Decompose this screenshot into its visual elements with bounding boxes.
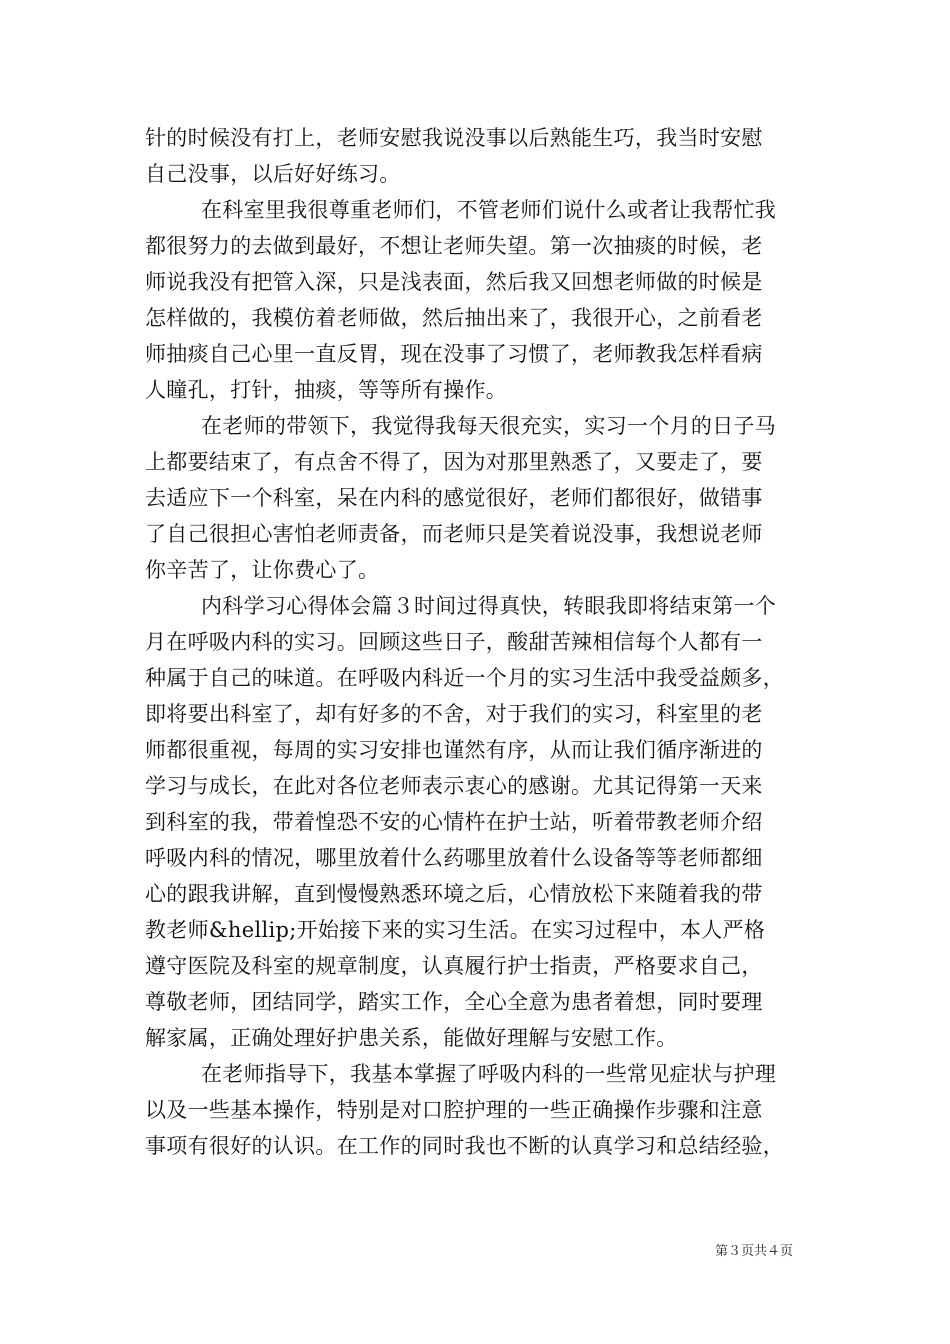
text-line: 人瞳孔，打针，抽痰，等等所有操作。 — [145, 378, 508, 402]
text-line: 上都要结束了，有点舍不得了，因为对那里熟悉了，又要走了，要 — [145, 450, 763, 474]
text-line: 在科室里我很尊重老师们，不管老师们说什么或者让我帮忙我 — [201, 198, 777, 222]
text-line: 自己没事，以后好好练习。 — [145, 162, 401, 186]
body-text — [145, 120, 815, 1164]
text-line: 学习与成长，在此对各位老师表示衷心的感谢。尤其记得第一天来 — [145, 774, 763, 798]
text-line: 教老师&hellip;开始接下来的实习生活。在实习过程中，本人严格 — [145, 918, 766, 942]
text-line: 遵守医院及科室的规章制度，认真履行护士指责，严格要求自己， — [145, 954, 763, 978]
text-line: 针的时候没有打上，老师安慰我说没事以后熟能生巧，我当时安慰 — [145, 126, 763, 150]
text-line: 心的跟我讲解，直到慢慢熟悉环境之后，心情放松下来随着我的带 — [145, 882, 763, 906]
text-line: 事项有很好的认识。在工作的同时我也不断的认真学习和总结经验， — [145, 1134, 784, 1158]
text-line: 师说我没有把管入深，只是浅表面，然后我又回想老师做的时候是 — [145, 270, 763, 294]
text-line: 以及一些基本操作，特别是对口腔护理的一些正确操作步骤和注意 — [145, 1098, 763, 1122]
text-line: 了自己很担心害怕老师责备，而老师只是笑着说没事，我想说老师 — [145, 522, 763, 546]
text-line: 你辛苦了，让你费心了。 — [145, 558, 380, 582]
text-line: 尊敬老师，团结同学，踏实工作，全心全意为患者着想，同时要理 — [145, 990, 763, 1014]
text-line: 都很努力的去做到最好，不想让老师失望。第一次抽痰的时候，老 — [145, 234, 763, 258]
text-line: 解家属，正确处理好护患关系，能做好理解与安慰工作。 — [145, 1026, 678, 1050]
text-line: 师抽痰自己心里一直反胃，现在没事了习惯了，老师教我怎样看病 — [145, 342, 763, 366]
text-line: 呼吸内科的情况，哪里放着什么药哪里放着什么设备等等老师都细 — [145, 846, 763, 870]
text-line: 去适应下一个科室，呆在内科的感觉很好，老师们都很好，做错事 — [145, 486, 763, 510]
text-line: 师都很重视，每周的实习安排也谨然有序，从而让我们循序渐进的 — [145, 738, 763, 762]
text-line: 月在呼吸内科的实习。回顾这些日子，酸甜苦辣相信每个人都有一 — [145, 630, 763, 654]
text-line: 在老师指导下，我基本掌握了呼吸内科的一些常见症状与护理 — [201, 1062, 777, 1086]
text-line: 怎样做的，我模仿着老师做，然后抽出来了，我很开心，之前看老 — [145, 306, 763, 330]
text-line: 到科室的我，带着惶恐不安的心情杵在护士站，听着带教老师介绍 — [145, 810, 763, 834]
text-line: 即将要出科室了，却有好多的不舍，对于我们的实习，科室里的老 — [145, 702, 763, 726]
text-line: 在老师的带领下，我觉得我每天很充实，实习一个月的日子马 — [201, 414, 777, 438]
text-line: 种属于自己的味道。在呼吸内科近一个月的实习生活中我受益颇多， — [145, 666, 784, 690]
page-number: 第３页共４页 — [715, 1244, 794, 1259]
text-line: 内科学习心得体会篇３时间过得真快，转眼我即将结束第一个 — [201, 594, 777, 618]
